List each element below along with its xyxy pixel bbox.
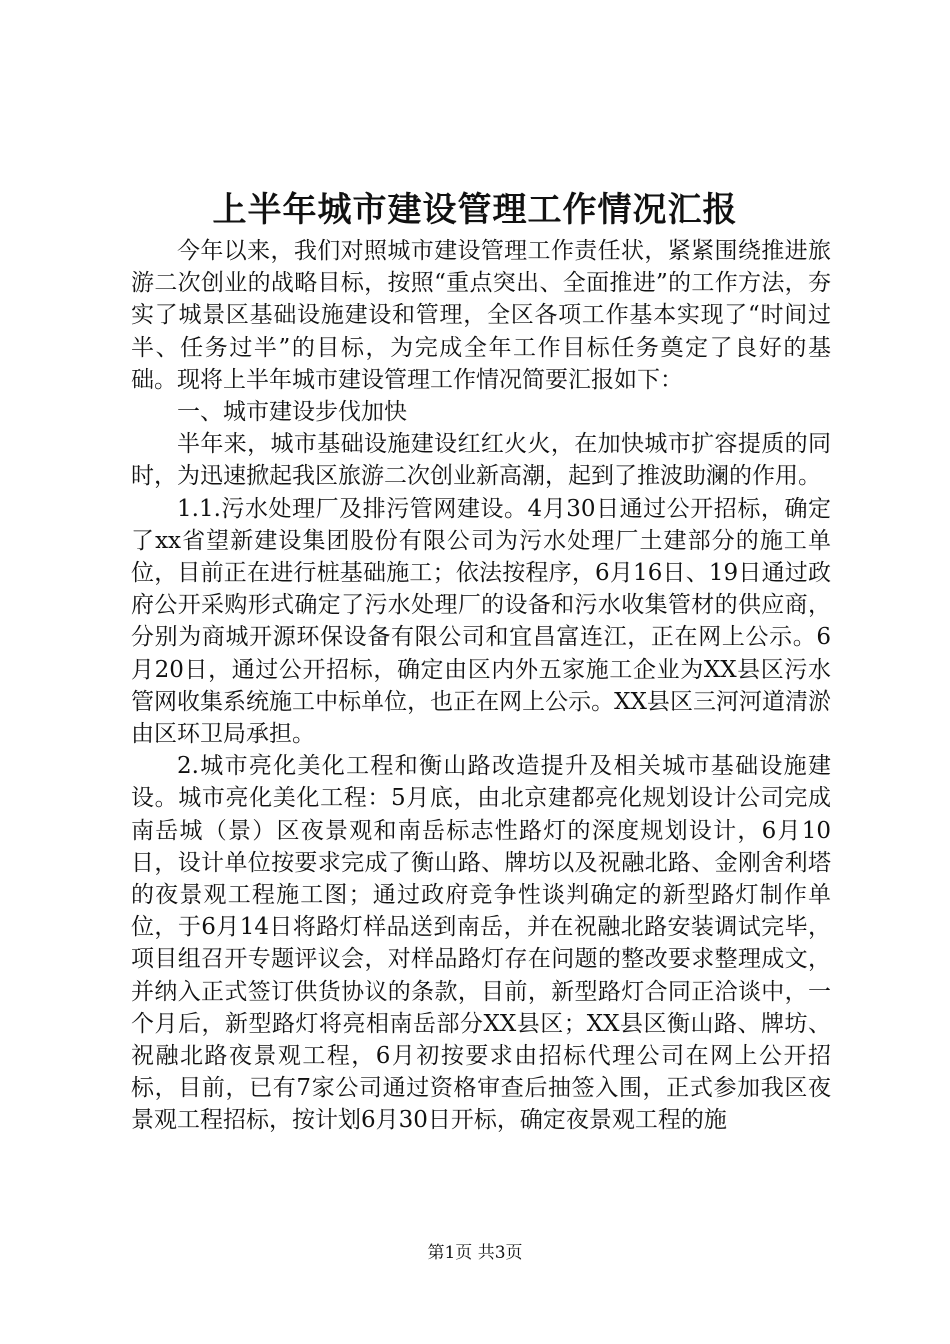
body-paragraph: 2.城市亮化美化工程和衡山路改造提升及相关城市基础设施建设。城市亮化美化工程：5月底，由北京建都亮化规划设计公司完成南岳城（景）区夜景观和南岳标志性路灯的深度规划设计，6月10日，设计单位按要求完成了衡山路、牌坊以及祝融北路、金刚舍利塔的夜景观工程施工图；通过政府竞争性谈判确定的新型路灯制作单位，于6月14日将路灯样品送到南岳，并在祝融北路安装调试完毕，项目组召开专题评议会，对样品路灯存在问题的整改要求整理成文，并纳入正式签订供货协议的条款，目前，新型路灯合同正洽谈中，一个月后，新型路灯将亮相南岳部分XX县区；XX县区衡山路、牌坊、祝融北路夜景观工程，6月初按要求由招标代理公司在网上公开招标，目前，已有7家公司通过资格审查后抽签入围，正式参加我区夜景观工程招标，按计划6月30日开标，确定夜景观工程的施 (131, 753, 831, 1134)
body-paragraph: 半年来，城市基础设施建设红红火火，在加快城市扩容提质的同时，为迅速掀起我区旅游二次创业新高潮，起到了推波助澜的作用。 (131, 431, 831, 490)
document-body (131, 235, 831, 1137)
intro-paragraph: 今年以来，我们对照城市建设管理工作责任状，紧紧围绕推进旅游二次创业的战略目标，按照“重点突出、全面推进”的工作方法，夯实了城景区基础设施建设和管理，全区各项工作基本实现了“时间过半、任务过半”的目标，为完成全年工作目标任务奠定了良好的基础。现将上半年城市建设管理工作情况简要汇报如下： (131, 238, 831, 393)
page-footer: 第1页 共3页 (427, 1243, 523, 1263)
section-heading: 一、城市建设步伐加快 (177, 399, 407, 426)
body-paragraph: 1.1.污水处理厂及排污管网建设。4月30日通过公开招标，确定了xx省望新建设集团股份有限公司为污水处理厂土建部分的施工单位，目前正在进行桩基础施工；依法按程序，6月16日、19日通过政府公开采购形式确定了污水处理厂的设备和污水收集管材的供应商，分别为商城开源环保设备有限公司和宜昌富连江，正在网上公示。6月20日，通过公开招标，确定由区内外五家施工企业为XX县区污水管网收集系统施工中标单位，也正在网上公示。XX县区三河河道清淤由区环卫局承担。 (131, 495, 831, 748)
document-title: 上半年城市建设管理工作情况汇报 (212, 190, 738, 230)
